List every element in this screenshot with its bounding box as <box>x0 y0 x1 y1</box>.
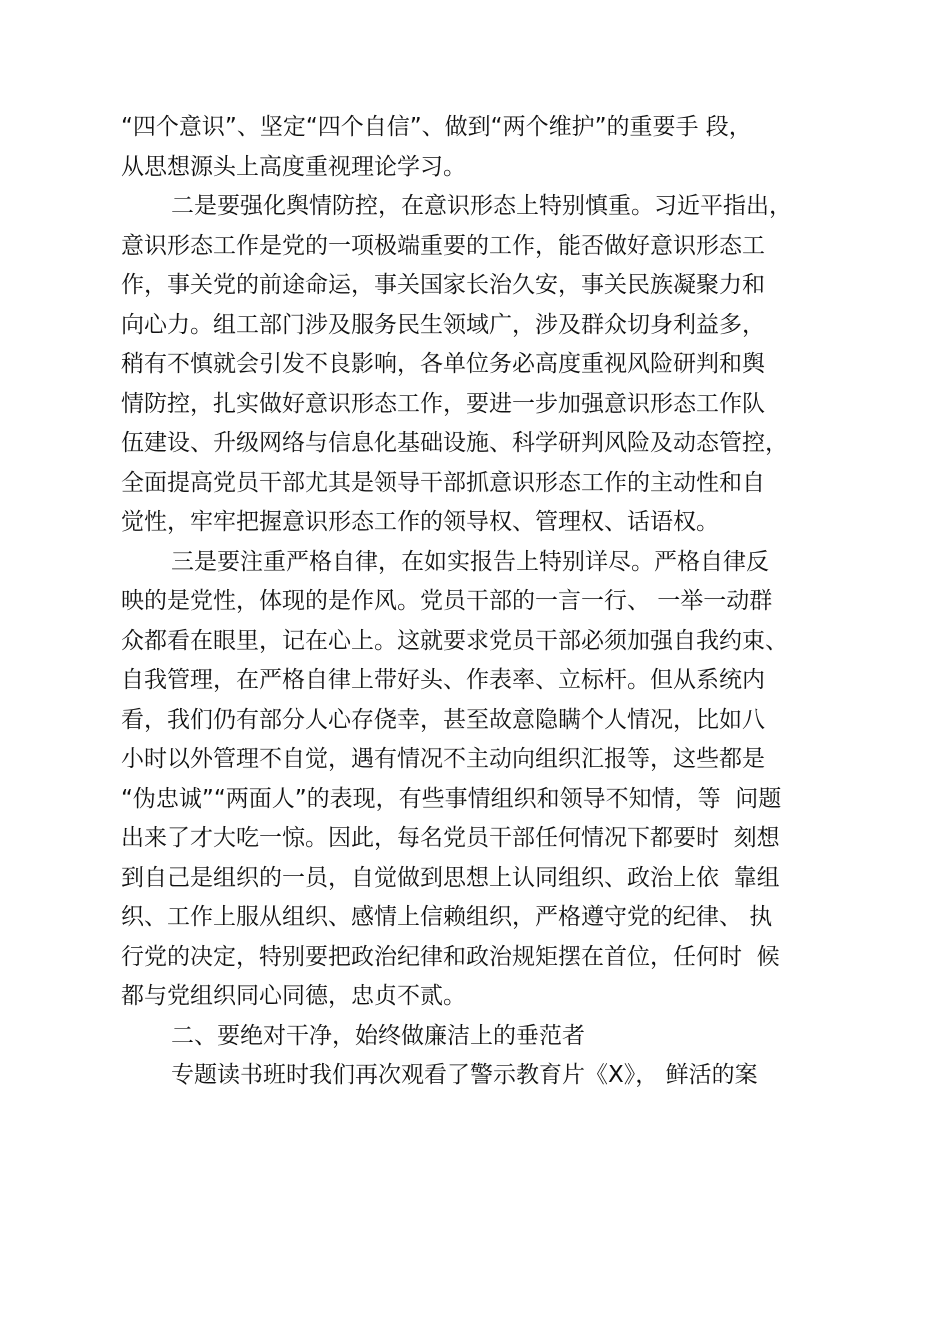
text-line: 都与党组织同心同德，忠贞不贰。 <box>121 983 466 1009</box>
text-line: 映的是党性，体现的是作风。党员干部的一言一行、 一举一动群 <box>121 588 773 614</box>
text-line: 稍有不慎就会引发不良影响，各单位务必高度重视风险研判和舆 <box>121 351 765 377</box>
text-line: 小时以外管理不自觉，遇有情况不主动向组织汇报等，这些都是 <box>121 746 765 772</box>
text-line: 看，我们仍有部分人心存侥幸，甚至故意隐瞒个人情况，比如八 <box>121 706 765 733</box>
text-line: 自我管理，在严格自律上带好头、作表率、立标杆。但从系统内 <box>121 667 765 693</box>
text-line: 意识形态工作是党的一项极端重要的工作，能否做好意识形态工 <box>121 232 765 259</box>
text-line: “四个意识”、坚定“四个自信”、做到“两个维护”的重要手 段， <box>121 114 752 140</box>
text-line: 行党的决定，特别要把政治纪律和政治规矩摆在首位，任何时 候 <box>121 943 780 970</box>
text-line: 向心力。组工部门涉及服务民生领域广，涉及群众切身利益多， <box>121 311 765 338</box>
paragraph-start: 专题读书班时我们再次观看了警示教育片《X》， 鲜活的案 <box>171 1062 758 1088</box>
text-line: 全面提高党员干部尤其是领导干部抓意识形态工作的主动性和自 <box>121 469 765 496</box>
text-line: 伍建设、升级网络与信息化基础设施、科学研判风险及动态管控， <box>121 430 788 456</box>
text-line: 出来了才大吃一惊。因此，每名党员干部任何情况下都要时 刻想 <box>121 825 780 851</box>
paragraph-start: 二是要强化舆情防控，在意识形态上特别慎重。习近平指出， <box>171 193 792 219</box>
text-line: 觉性，牢牢把握意识形态工作的领导权、管理权、话语权。 <box>121 509 719 535</box>
text-line: 从思想源头上高度重视理论学习。 <box>121 153 466 180</box>
text-line: 织、工作上服从组织、感情上信赖组织，严格遵守党的纪律、 执 <box>121 904 773 930</box>
text-line: 情防控，扎实做好意识形态工作，要进一步加强意识形态工作队 <box>121 390 765 417</box>
paragraph-start: 三是要注重严格自律，在如实报告上特别详尽。严格自律反 <box>171 548 769 575</box>
document-body <box>121 108 861 1096</box>
text-line: 作，事关党的前途命运，事关国家长治久安，事关民族凝聚力和 <box>121 272 765 298</box>
section-heading: 二、要绝对干净，始终做廉洁上的垂范者 <box>171 1022 585 1049</box>
text-line: “伪忠诚”“两面人”的表现，有些事情组织和领导不知情，等 问题 <box>121 785 782 812</box>
text-line: 众都看在眼里，记在心上。这就要求党员干部必须加强自我约束、 <box>121 627 788 654</box>
text-line: 到自己是组织的一员，自觉做到思想上认同组织、政治上依 靠组 <box>121 864 780 891</box>
